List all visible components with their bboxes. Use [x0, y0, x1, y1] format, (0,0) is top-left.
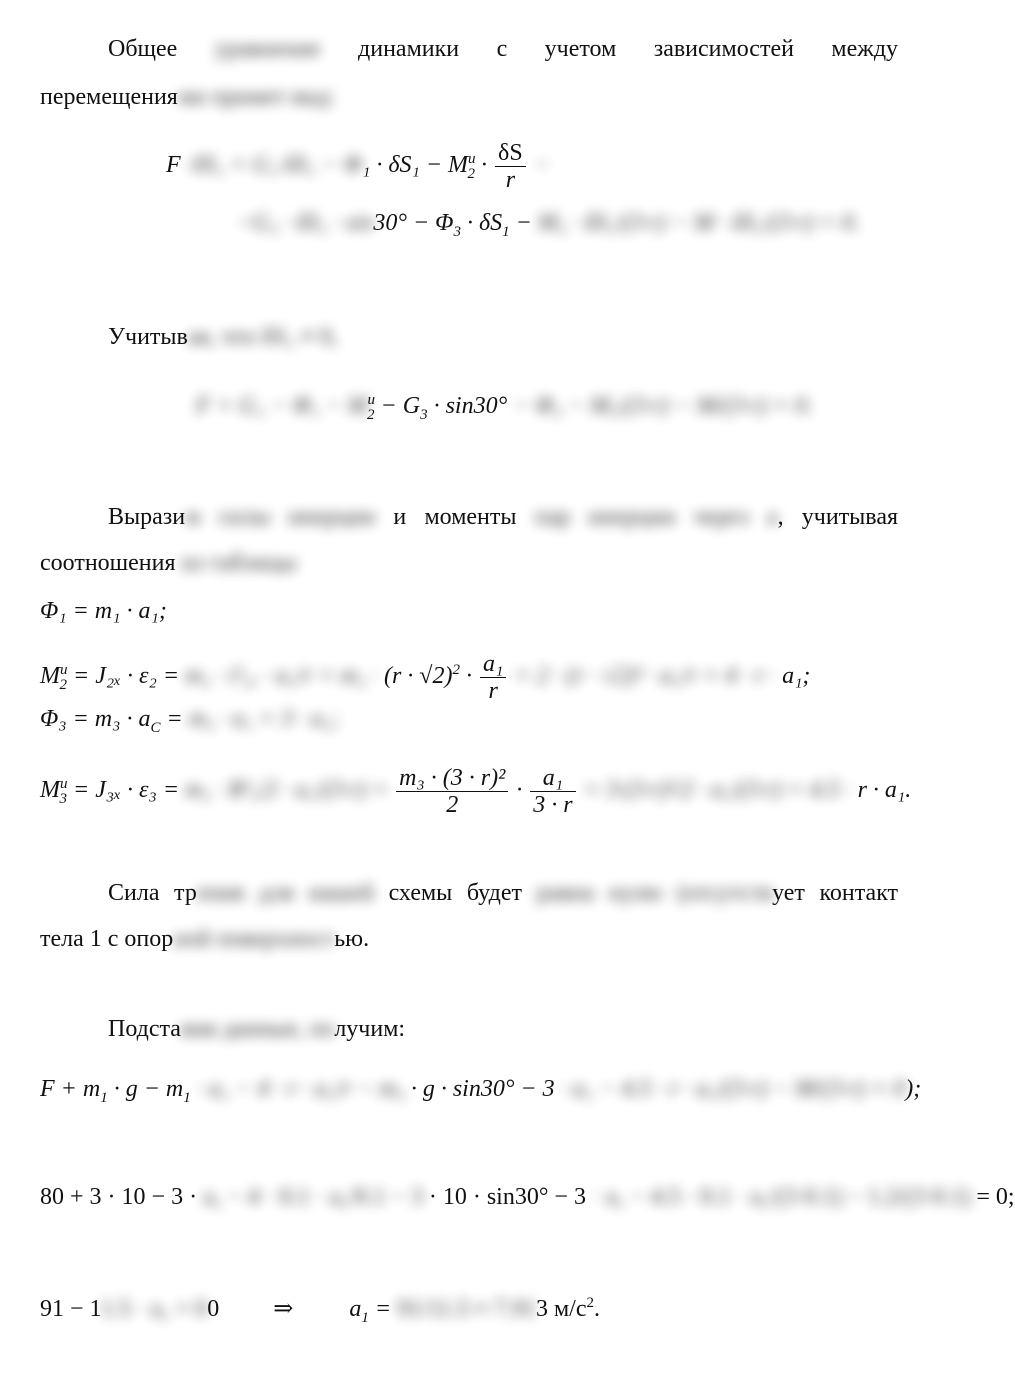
eq-part: $(r \cdot √2)^2$ — [383, 662, 460, 689]
text: лучим: — [334, 1016, 406, 1042]
word: моменты — [424, 504, 517, 530]
eq-part: · 10 · sin30° − 3 — [428, 1184, 586, 1210]
eq-part-blurred: · a₁ − 4.5 · r · a₁/(3·r) − M/(3·r) = 0 — [560, 1076, 906, 1102]
word-blurred: уравнение — [214, 36, 321, 62]
word: Общее — [108, 36, 178, 62]
eq-part-blurred: 91/11.5 ≈ 7.91 — [397, 1296, 536, 1322]
word: зависимостей — [653, 36, 794, 62]
text: равна нулю (отсутствует контакт — [536, 880, 899, 906]
eq-part-blurred: = 3·(3·r)²/2 · a₁/(3·r) = 4.5 · — [583, 777, 852, 803]
text: перемещения — [40, 84, 178, 110]
para1-line2 — [40, 84, 335, 111]
text: соотношения — [40, 550, 176, 576]
word: между — [831, 36, 899, 62]
eq-part-blurred: − — [533, 152, 550, 179]
eq-part: $M^u_3 = J_{3x} \cdot \varepsilon_3$ = — [40, 776, 180, 807]
frac-den: 3 · r — [533, 791, 573, 818]
eq-part-blurred: = 2 · (r · √2)² · a₁/r = 4 · r · — [514, 663, 777, 689]
text: Подста — [108, 1016, 181, 1042]
text-blurred: из таблицы — [175, 550, 297, 576]
text: пар инерции через a, учитывая — [534, 504, 899, 530]
frac-num: a₁ — [530, 765, 575, 792]
eq-part: $^u_2 - G_3 \cdot \sin 30^\circ$ — [367, 392, 508, 423]
para3-line1 — [40, 504, 898, 531]
def-m2: $M^u_2 = J_{2x} \cdot \varepsilon_2 = m_2 \cdot i^2_{2x} \cdot a_1/r = m_2 \cdot (r \cdot √2)^2$ · $\frac{\text{a₁}}{r}$ = 2 · (r · √2)² · a₁/r = 4 · r · a₁; — [40, 650, 811, 704]
implies-arrow: ⇒ — [273, 1296, 294, 1322]
def-phi1: Φ₁ = m₁ · a₁; — [40, 598, 167, 624]
text-blurred: ми примет вид: — [177, 84, 335, 110]
eq-part: F — [166, 152, 181, 179]
text: ью. — [334, 926, 370, 952]
frac-den: r — [488, 677, 498, 704]
eq-part: $F + m_1 \cdot g - m_1$ — [40, 1076, 191, 1106]
eq-part: · — [475, 152, 494, 179]
eq-part: · g · sin30° − 3 — [404, 1076, 555, 1102]
eq-part-blurred: · a₁ − 4 · r · a₁/r − m₃ — [196, 1076, 405, 1102]
para1-line1 — [40, 36, 898, 63]
text: схемы будет — [388, 880, 522, 906]
eq-part-blurred: m₃ · a₁ = 3 · a₁; — [188, 706, 340, 732]
fraction — [396, 765, 508, 818]
eq-part-blurred: − Φ₃ − M₃/(3·r) − M/(3·r) = 0. — [513, 393, 813, 419]
eq-part: $_1 \cdot \delta S_1 - M^u_2$ — [362, 151, 476, 182]
fraction — [480, 651, 506, 704]
text: Учитыв — [108, 324, 188, 350]
equation-5 — [40, 1294, 600, 1327]
frac-num: a₁ — [480, 651, 506, 678]
fraction — [495, 140, 526, 193]
eq-part-blurred: a₁ − 4 · 0.1 · a₁/0.1 − 3 — [203, 1184, 423, 1210]
equation-2 — [196, 392, 813, 424]
eq-part-blurred: M₃ · δS₁/(3·r) − M · δS₁/(3·r) = 0. — [537, 210, 860, 236]
equation-1-line-2 — [236, 210, 860, 241]
para4-line1 — [40, 880, 898, 907]
eq-part: 91 − 1 — [40, 1296, 101, 1322]
eq-part: r · a₁. — [857, 777, 912, 803]
eq-part: a₁; — [782, 663, 811, 689]
frac-den: r — [505, 167, 516, 193]
eq-part: $M^u_2 = J_{2x} \cdot \varepsilon_2$ = — [40, 662, 180, 693]
eq-part-blurred: −G₃ · δS₁ · sin — [236, 210, 374, 236]
text-blurred: ной поверхност — [173, 926, 335, 952]
fraction — [530, 765, 575, 818]
eq-part: $a_1$ = — [349, 1296, 398, 1326]
para5 — [108, 1016, 405, 1043]
equation-1-line-1 — [166, 140, 550, 193]
eq-part-blurred: m₂ · i²₂ₓ · a₁/r = m₂ · — [185, 663, 378, 689]
text: Сила трения для нашей — [108, 880, 375, 906]
eq-part-blurred: m₃ · R²₃/2 · a₁/(3·r) = — [185, 777, 389, 803]
eq-part-blurred: · a₁ − 4.5 · 0.1 · a₁/(3·0.1) − 1.2/(3·0.1) — [591, 1184, 971, 1210]
eq-part: 80 + 3 · 10 − 3 · — [40, 1184, 198, 1210]
frac-num: δS — [495, 140, 526, 167]
text-blurred: ая, что δS₁ ≠ 0, — [187, 324, 338, 350]
para3-line2 — [40, 550, 297, 577]
eq-part: 3 $м/с^2$. — [535, 1295, 600, 1322]
word: учетом — [544, 36, 617, 62]
eq-part: = 0; — [970, 1184, 1015, 1210]
eq-part-blurred: ·δS₁ + G₁·δS₁ − Φ — [186, 152, 363, 179]
text-blurred: вив данные, по — [180, 1016, 335, 1042]
word: и — [393, 504, 407, 530]
equation-4 — [40, 1184, 1015, 1211]
equation-3 — [40, 1076, 921, 1107]
frac-num: m₃ · (3 · r)² — [396, 765, 508, 792]
eq-part: $30^\circ - \Phi_3 \cdot \delta S_1$ − — [373, 210, 538, 240]
def-phi3 — [40, 706, 339, 737]
eq-part: 0 — [207, 1296, 220, 1322]
frac-den: 2 — [446, 791, 459, 818]
text: тела 1 с опор — [40, 926, 174, 952]
eq-part: ); — [905, 1076, 922, 1102]
word: с — [496, 36, 508, 62]
para2 — [108, 324, 338, 351]
def-m3: $M^u_3 = J_{3x} \cdot \varepsilon_3 = m_3 \cdot R^2_3/2 \cdot a_1/(3\cdot r)$ = $\frac{\text{m₃ · (3 · r)²}}{2}$ · $\frac{\text{a₁}}{3 \cdot r}$ = 3·(3·r)²/2 · a₁/(3·r) = 4.5 · r · a₁. — [40, 764, 912, 818]
text: Выразим силы инерции — [108, 504, 376, 530]
para4-line2 — [40, 926, 369, 953]
eq-part-blurred: 1.5 · a₁ = 0 — [100, 1296, 208, 1322]
eq-part-blurred: F + G₁ − Φ₁ − M — [196, 393, 368, 419]
word: динамики — [358, 36, 460, 62]
eq-part: $\Phi_3 = m_3 \cdot a_C$ = — [40, 706, 183, 736]
